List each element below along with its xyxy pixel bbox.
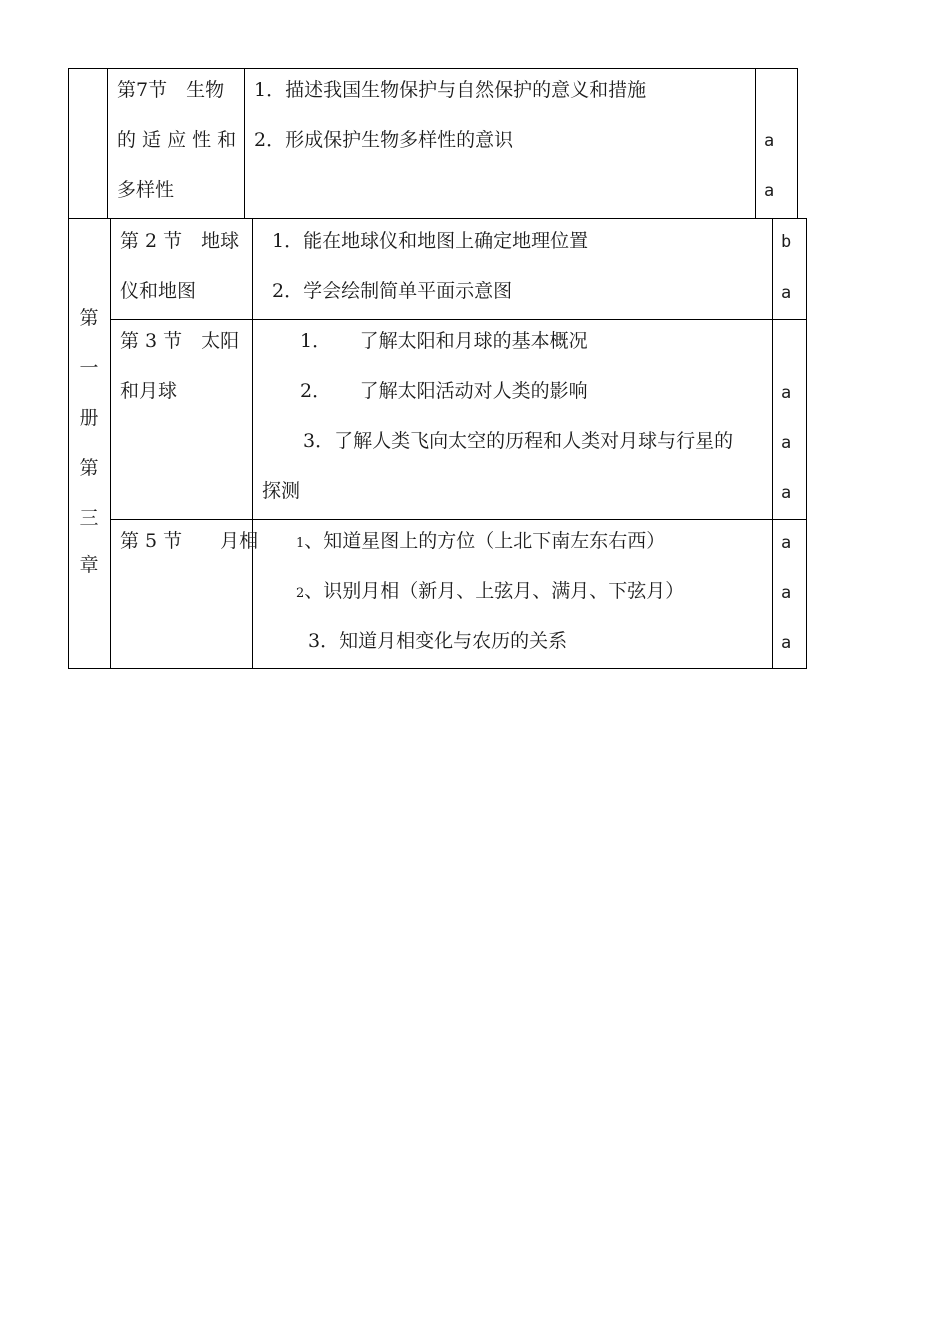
- objective-text: 1． 了解太阳和月球的基本概况: [300, 330, 588, 352]
- section-title-line: 仪和地图: [120, 280, 197, 302]
- section-title-line: 第 3 节 太阳: [120, 330, 240, 352]
- objective-text: 、知道星图上的方位（上北下南左东右西）: [304, 530, 666, 552]
- section-title-line: 第 5 节 月相: [120, 530, 259, 552]
- objective-text: 2．学会绘制简单平面示意图: [272, 280, 513, 302]
- objective-text: 、识别月相（新月、上弦月、满月、下弦月）: [304, 580, 685, 602]
- section-title-line: 第7节 生物: [117, 79, 225, 101]
- objective-text: 1．描述我国生物保护与自然保护的意义和措施: [254, 79, 647, 101]
- level-cell: a: [781, 533, 792, 553]
- level-cell: a: [781, 483, 792, 503]
- level-cell: a: [781, 583, 792, 603]
- objective-text: 1．能在地球仪和地图上确定地理位置: [272, 230, 589, 252]
- chapter-char: 第: [79, 457, 99, 479]
- objective-text: 2．形成保护生物多样性的意识: [254, 129, 514, 151]
- level-cell: b: [781, 232, 792, 252]
- chapter-char: 第: [79, 307, 99, 329]
- section-title-line: 第 2 节 地球: [120, 230, 240, 252]
- chapter-char: 章: [79, 554, 99, 576]
- level-cell: a: [781, 383, 792, 403]
- objective-text: 2． 了解太阳活动对人类的影响: [300, 380, 588, 402]
- level-cell: a: [764, 131, 775, 151]
- objective-text: 3．了解人类飞向太空的历程和人类对月球与行星的: [303, 430, 734, 452]
- objective-item: [296, 531, 665, 554]
- objective-item: [296, 581, 684, 604]
- level-cell: a: [781, 633, 792, 653]
- chapter-char: 三: [79, 507, 99, 529]
- level-cell: a: [781, 433, 792, 453]
- section-title-line: 多样性: [117, 179, 175, 201]
- objective-text: 3．知道月相变化与农历的关系: [308, 630, 568, 652]
- level-cell: a: [781, 283, 792, 303]
- objective-number: 2: [296, 586, 305, 601]
- section-title-line: 的 适 应 性 和: [117, 129, 237, 151]
- section-title-line: 和月球: [120, 380, 178, 402]
- chapter-char: 一: [79, 357, 99, 379]
- chapter-char: 册: [79, 407, 99, 429]
- level-cell: a: [764, 181, 775, 201]
- objective-number: 1: [296, 536, 305, 551]
- objective-text: 探测: [262, 480, 301, 502]
